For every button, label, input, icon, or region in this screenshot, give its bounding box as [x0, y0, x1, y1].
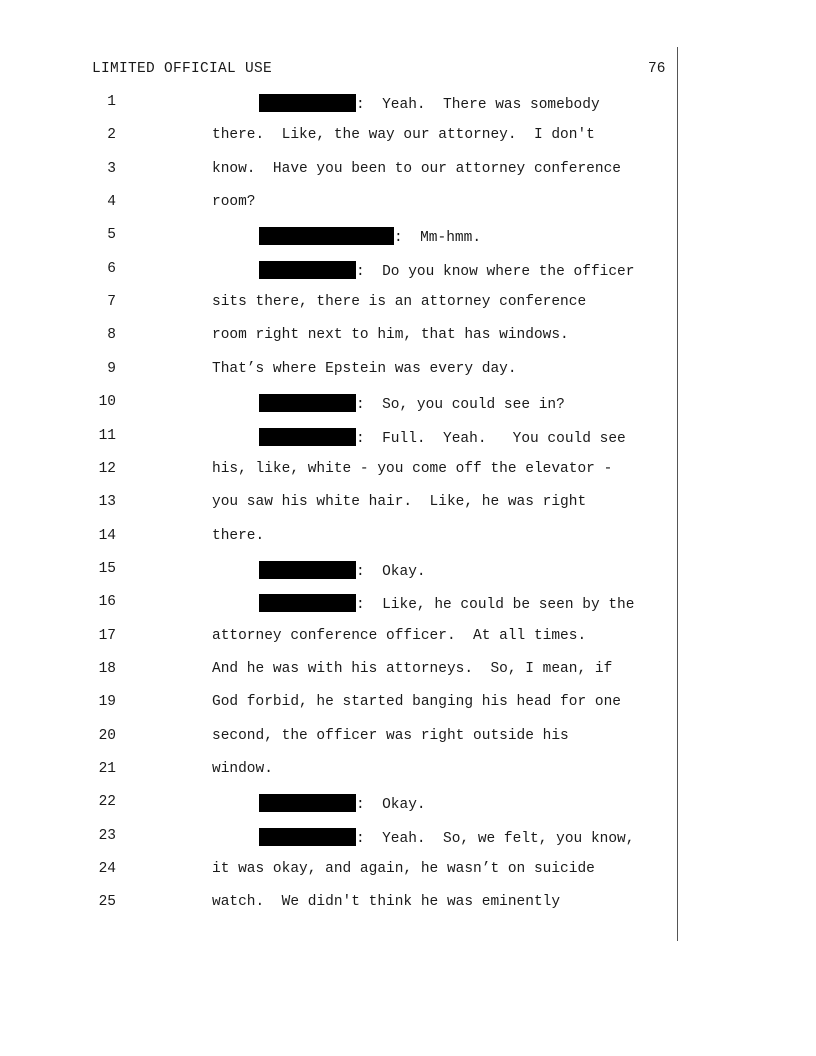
- transcript-line: [0, 494, 816, 514]
- page-number: 76: [648, 61, 666, 77]
- line-number: 4: [107, 194, 116, 211]
- redaction-box: [259, 594, 356, 612]
- line-text: [212, 694, 621, 710]
- line-content: watch. We didn't think he was eminently: [212, 894, 561, 911]
- line-content: : Yeah. So, we felt, you know,: [356, 830, 635, 847]
- line-text: [259, 561, 426, 580]
- line-number: 15: [98, 560, 116, 577]
- line-text: [212, 628, 586, 644]
- line-content: you saw his white hair. Like, he was right: [212, 494, 587, 511]
- redaction-box: [259, 561, 356, 579]
- transcript-line: [0, 861, 816, 881]
- line-number: 24: [98, 861, 116, 878]
- line-number: 23: [98, 827, 116, 844]
- line-number: 1: [107, 94, 116, 110]
- line-number: 7: [107, 294, 116, 311]
- transcript-line: [0, 461, 816, 481]
- line-text: [212, 894, 560, 910]
- line-number: 19: [98, 694, 116, 711]
- transcript-line: [0, 594, 816, 614]
- line-text: [259, 428, 626, 447]
- redaction-box: [259, 261, 356, 279]
- line-number: 18: [98, 660, 116, 677]
- transcript-line: [0, 761, 816, 781]
- line-number: 9: [107, 360, 116, 377]
- line-number: 8: [107, 327, 116, 344]
- line-text: [259, 794, 426, 813]
- line-text: [212, 127, 595, 143]
- transcript-line: [0, 628, 816, 648]
- transcript-line: [0, 361, 816, 381]
- line-number: 6: [107, 260, 116, 277]
- line-content: know. Have you been to our attorney conference: [212, 160, 621, 177]
- transcript-line: [0, 561, 816, 581]
- transcript-line: [0, 894, 816, 914]
- line-content: : Okay.: [356, 797, 426, 814]
- transcript-line: [0, 94, 816, 114]
- line-content: it was okay, and again, he wasn’t on suicide: [212, 861, 595, 878]
- transcript-line: [0, 428, 816, 448]
- line-number: 11: [98, 427, 116, 444]
- redaction-box: [259, 794, 356, 812]
- redaction-box: [259, 828, 356, 846]
- transcript-line: [0, 227, 816, 247]
- transcript-line: [0, 661, 816, 681]
- line-content: room?: [212, 194, 256, 211]
- line-text: [212, 161, 621, 177]
- line-content: room right next to him, that has windows.: [212, 327, 569, 344]
- line-number: 5: [107, 227, 116, 244]
- line-content: : Yeah. There was somebody: [356, 97, 600, 113]
- redaction-box: [259, 394, 356, 412]
- line-content: : Mm-hmm.: [394, 230, 482, 247]
- line-content: sits there, there is an attorney conference: [212, 294, 587, 311]
- line-text: [259, 261, 634, 280]
- line-text: [212, 761, 273, 777]
- transcript-line: [0, 394, 816, 414]
- line-text: [212, 494, 586, 510]
- line-content: there.: [212, 527, 265, 544]
- line-content: : So, you could see in?: [356, 397, 565, 414]
- line-number: 20: [98, 727, 116, 744]
- line-content: attorney conference officer. At all times.: [212, 627, 587, 644]
- line-number: 17: [98, 627, 116, 644]
- transcript-line: [0, 294, 816, 314]
- line-content: second, the officer was right outside his: [212, 727, 569, 744]
- line-text: [259, 394, 565, 413]
- line-content: : Full. Yeah. You could see: [356, 430, 626, 447]
- line-text: [212, 528, 264, 544]
- transcript-line: [0, 261, 816, 281]
- line-number: 13: [98, 494, 116, 511]
- line-content: : Okay.: [356, 563, 426, 580]
- line-text: [212, 461, 612, 477]
- line-number: 16: [98, 594, 116, 611]
- transcript-line: [0, 828, 816, 848]
- transcript-line: [0, 327, 816, 347]
- line-text: [259, 828, 634, 847]
- line-content: : Like, he could be seen by the: [356, 597, 635, 614]
- line-text: [212, 194, 256, 210]
- line-number: 14: [98, 527, 116, 544]
- classification-header: LIMITED OFFICIAL USE: [92, 61, 273, 77]
- line-content: That’s where Epstein was every day.: [212, 360, 517, 377]
- transcript-line: [0, 528, 816, 548]
- line-text: [259, 227, 481, 246]
- line-content: God forbid, he started banging his head for one: [212, 694, 621, 711]
- line-text: [212, 361, 517, 377]
- line-text: [259, 94, 600, 113]
- transcript-line: [0, 194, 816, 214]
- line-text: [212, 661, 612, 677]
- redaction-box: [259, 428, 356, 446]
- line-content: window.: [212, 761, 273, 777]
- line-number: 2: [107, 127, 116, 144]
- redaction-box: [259, 227, 394, 245]
- line-text: [212, 294, 586, 310]
- line-number: 22: [98, 794, 116, 811]
- line-content: there. Like, the way our attorney. I don't: [212, 127, 595, 144]
- line-text: [212, 728, 569, 744]
- line-text: [212, 327, 569, 343]
- line-number: 21: [98, 761, 116, 777]
- line-content: And he was with his attorneys. So, I mean, if: [212, 660, 613, 677]
- transcript-line: [0, 728, 816, 748]
- line-content: his, like, white - you come off the elevator -: [212, 460, 613, 477]
- transcript-line: [0, 127, 816, 147]
- line-text: [212, 861, 595, 877]
- line-number: 12: [98, 460, 116, 477]
- redaction-box: [259, 94, 356, 112]
- transcript-line: [0, 161, 816, 181]
- line-content: : Do you know where the officer: [356, 263, 635, 280]
- line-number: 10: [98, 394, 116, 411]
- transcript-line: [0, 694, 816, 714]
- line-number: 25: [98, 894, 116, 911]
- line-text: [259, 594, 634, 613]
- line-number: 3: [107, 160, 116, 177]
- transcript-line: [0, 794, 816, 814]
